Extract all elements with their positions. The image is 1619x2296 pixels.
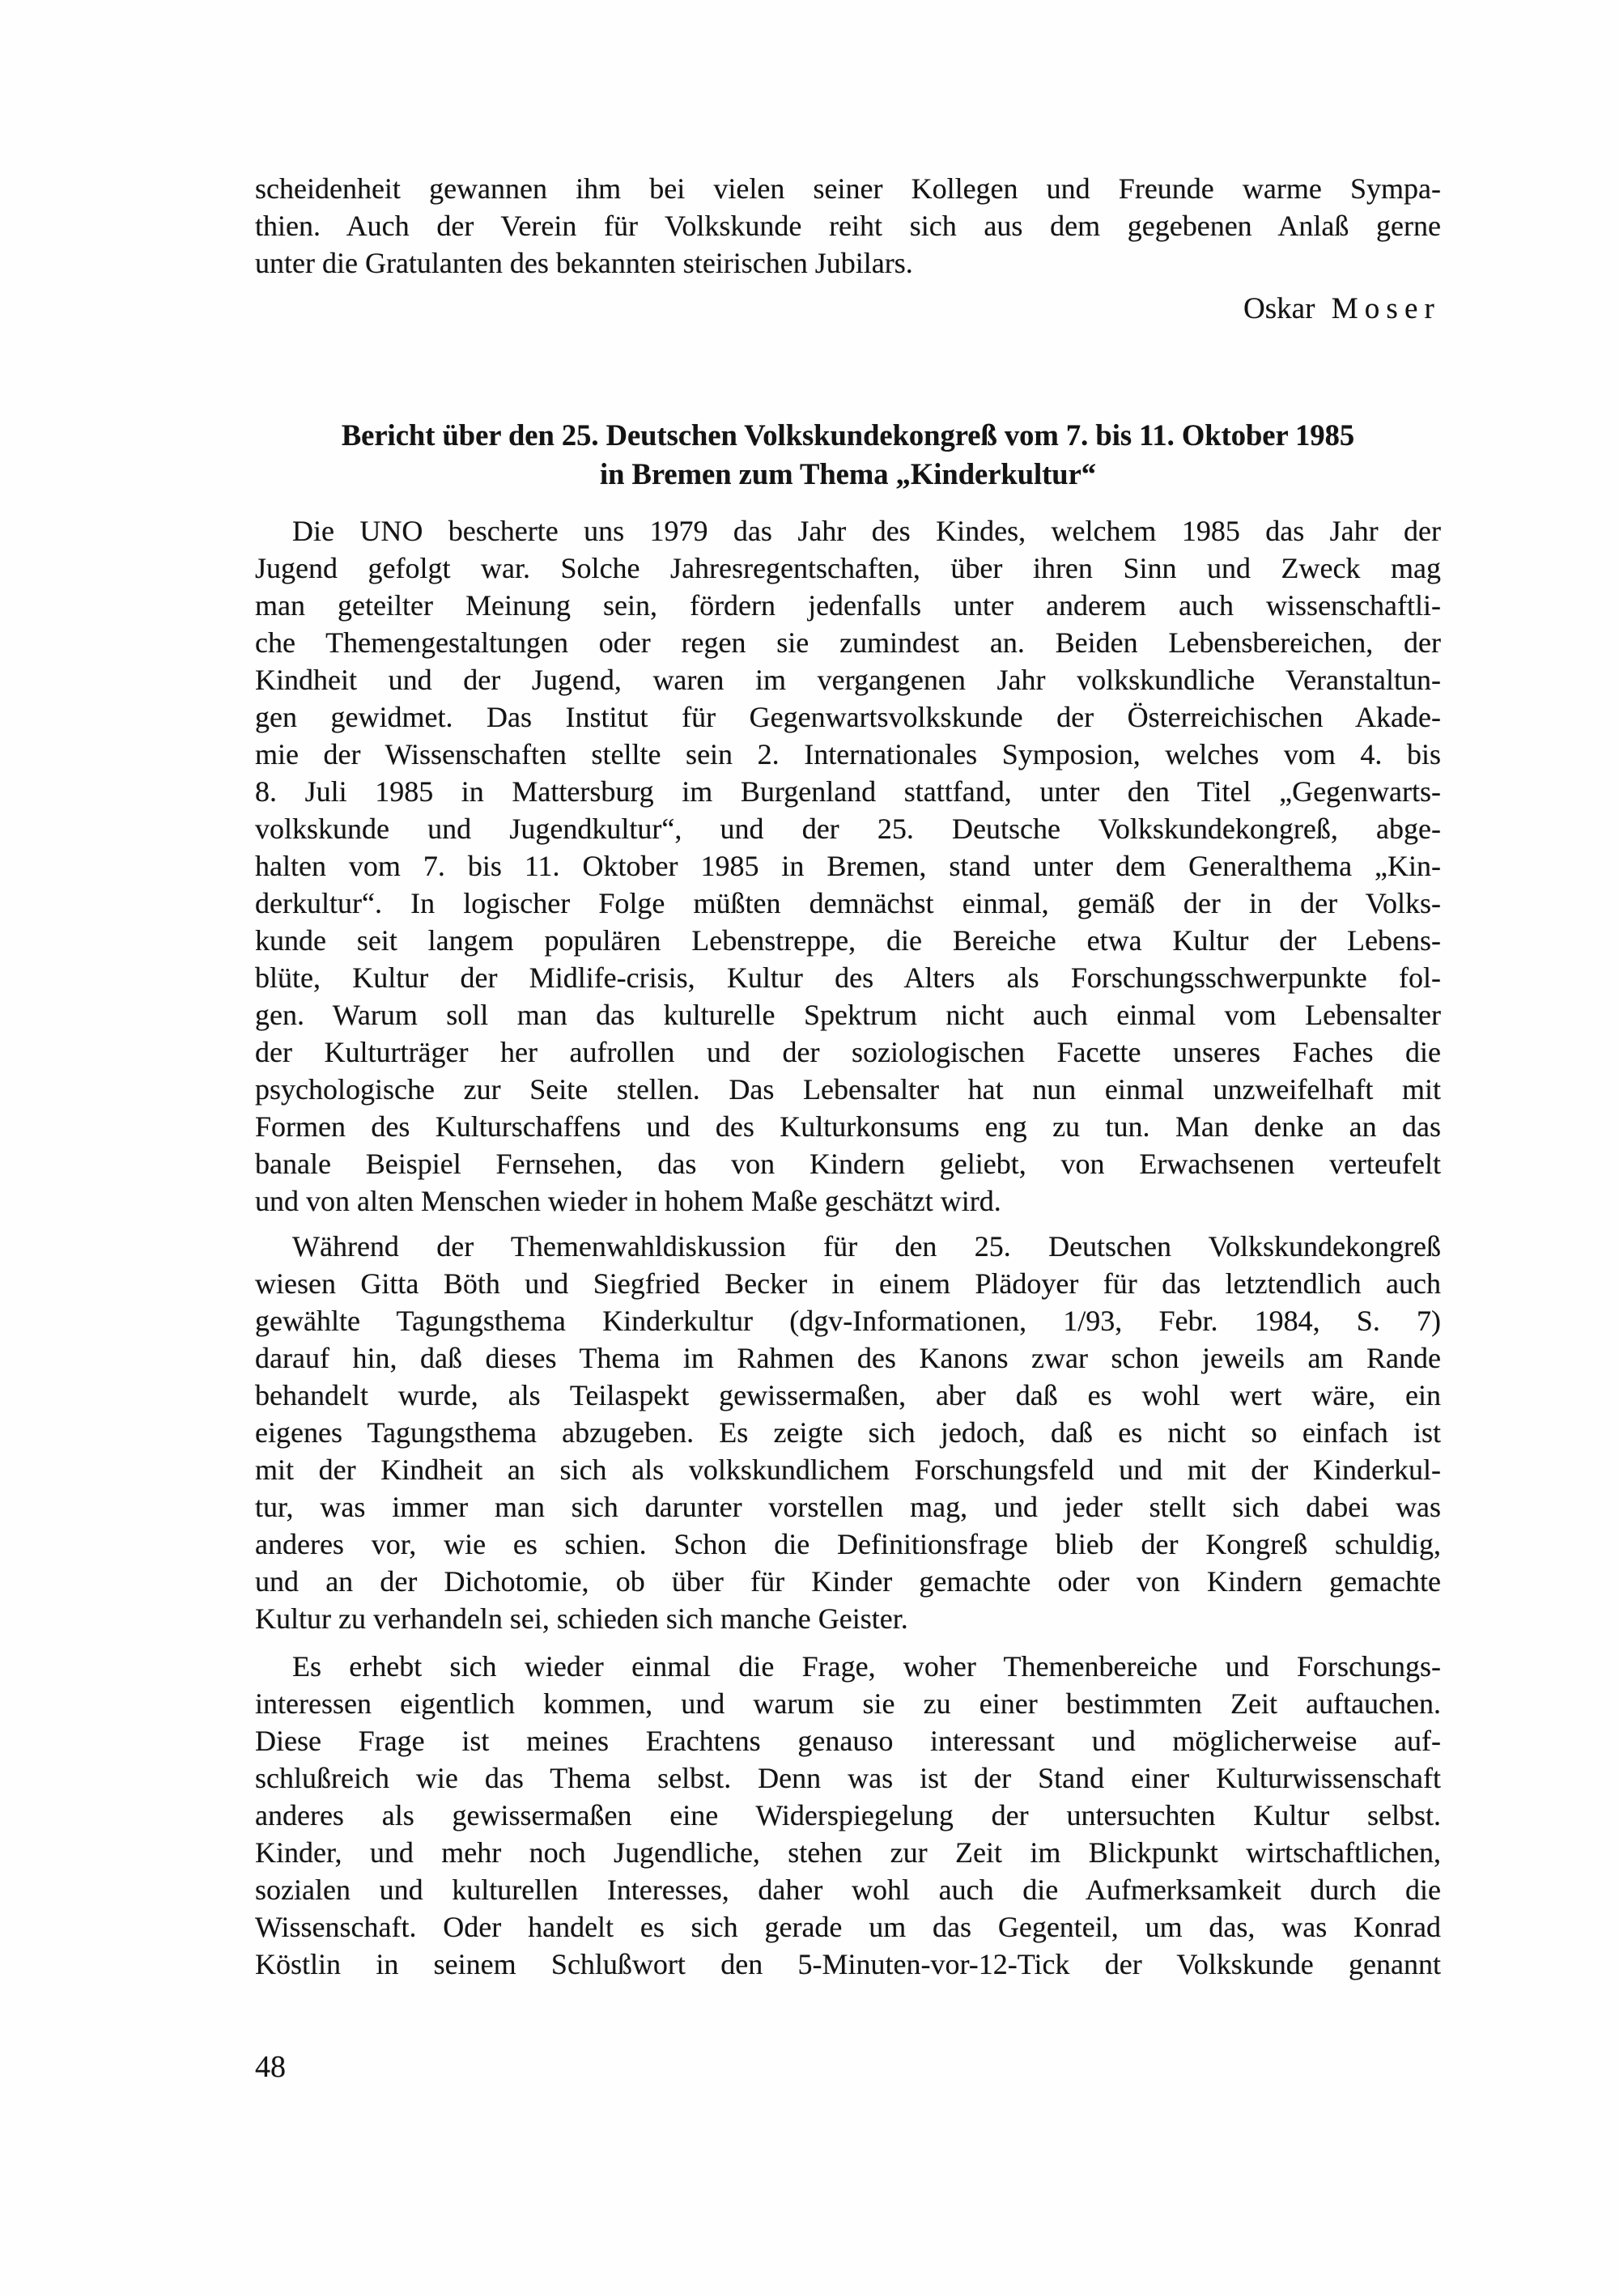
- text-line: behandelt wurde, als Teilaspekt gewissermaßen, aber daß es wohl wert wäre, ein: [255, 1379, 1441, 1411]
- section-heading: [255, 416, 1441, 494]
- text-line: che Themengestaltungen oder regen sie zumindest an. Beiden Lebensbereichen, der: [255, 626, 1441, 659]
- text-line: gen gewidmet. Das Institut für Gegenwartsvolkskunde der Österreichischen Akade-: [255, 701, 1441, 733]
- text-line: unter die Gratulanten des bekannten steirischen Jubilars.: [255, 247, 913, 279]
- text-line: Kinder, und mehr noch Jugendliche, stehen zur Zeit im Blickpunkt wirtschaftlichen,: [255, 1836, 1441, 1869]
- text-line: gen. Warum soll man das kulturelle Spektrum nicht auch einmal vom Lebensalter: [255, 999, 1441, 1031]
- text-line: volkskunde und Jugendkultur“, und der 25. Deutsche Volkskundekongreß, abge-: [255, 813, 1441, 845]
- text-line: darauf hin, daß dieses Thema im Rahmen des Kanons zwar schon jeweils am Rande: [255, 1342, 1441, 1374]
- text-line: der Kulturträger her aufrollen und der soziologischen Facette unseres Faches die: [255, 1036, 1441, 1068]
- section-heading-line-1: Bericht über den 25. Deutschen Volkskundekongreß vom 7. bis 11. Oktober 1985: [341, 418, 1355, 452]
- text-line: gewählte Tagungsthema Kinderkultur (dgv-Informationen, 1/93, Febr. 1984, S. 7): [255, 1305, 1441, 1337]
- text-line: Es erhebt sich wieder einmal die Frage, woher Themenbereiche und Forschungs-: [292, 1650, 1441, 1683]
- text-line: mit der Kindheit an sich als volkskundlichem Forschungsfeld und mit der Kinderkul-: [255, 1454, 1441, 1486]
- text-line: man geteilter Meinung sein, fördern jedenfalls unter anderem auch wissenschaftli-: [255, 589, 1441, 622]
- text-line: Während der Themenwahldiskussion für den 25. Deutschen Volkskundekongreß: [292, 1230, 1441, 1263]
- text-line: Wissenschaft. Oder handelt es sich gerade um das Gegenteil, um das, was Konrad: [255, 1911, 1441, 1943]
- text-line: thien. Auch der Verein für Volkskunde reiht sich aus dem gegebenen Anlaß gerne: [255, 210, 1441, 242]
- text-line: blüte, Kultur der Midlife-crisis, Kultur des Alters als Forschungsschwerpunkte fol-: [255, 961, 1441, 994]
- text-line: sozialen und kulturellen Interesses, daher wohl auch die Aufmerksamkeit durch die: [255, 1874, 1441, 1906]
- section-heading-line-2: in Bremen zum Thema „Kinderkultur“: [599, 457, 1097, 490]
- text-line: Köstlin in seinem Schlußwort den 5-Minuten-vor-12-Tick der Volkskunde genannt: [255, 1948, 1441, 1980]
- page-number: 48: [255, 2050, 286, 2084]
- text-line: kunde seit langem populären Lebenstreppe, die Bereiche etwa Kultur der Lebens-: [255, 924, 1441, 957]
- text-line: psychologische zur Seite stellen. Das Lebensalter hat nun einmal unzweifelhaft mit: [255, 1073, 1441, 1106]
- text-line: Diese Frage ist meines Erachtens genauso interessant und möglicherweise auf-: [255, 1725, 1441, 1757]
- text-line: banale Beispiel Fernsehen, das von Kindern geliebt, von Erwachsenen verteufelt: [255, 1148, 1441, 1180]
- text-line: derkultur“. In logischer Folge müßten demnächst einmal, gemäß der in der Volks-: [255, 887, 1441, 919]
- text-line: wiesen Gitta Böth und Siegfried Becker in einem Plädoyer für das letztendlich auch: [255, 1267, 1441, 1300]
- text-line: Kindheit und der Jugend, waren im vergangenen Jahr volkskundliche Veranstaltun-: [255, 664, 1441, 696]
- author-signature: [255, 291, 1441, 326]
- text-line: eigenes Tagungsthema abzugeben. Es zeigte sich jedoch, daß es nicht so einfach ist: [255, 1416, 1441, 1449]
- text-line: Formen des Kulturschaffens und des Kulturkonsums eng zu tun. Man denke an das: [255, 1110, 1441, 1143]
- text-line: anderes als gewissermaßen eine Widerspiegelung der untersuchten Kultur selbst.: [255, 1799, 1441, 1831]
- body-paragraph-2: [255, 1228, 1441, 1637]
- paragraph-continuation: [255, 170, 1441, 282]
- text-line: 8. Juli 1985 in Mattersburg im Burgenland stattfand, unter den Titel „Gegenwarts-: [255, 775, 1441, 808]
- text-line: und an der Dichotomie, ob über für Kinder gemachte oder von Kindern gemachte: [255, 1565, 1441, 1598]
- text-line: und von alten Menschen wieder in hohem Maße geschätzt wird.: [255, 1185, 1001, 1217]
- text-line: Kultur zu verhandeln sei, schieden sich manche Geister.: [255, 1602, 908, 1635]
- text-line: mie der Wissenschaften stellte sein 2. Internationales Symposion, welches vom 4. bis: [255, 738, 1441, 770]
- author-surname: Moser: [1331, 292, 1441, 325]
- text-line: tur, was immer man sich darunter vorstellen mag, und jeder stellt sich dabei was: [255, 1491, 1441, 1523]
- text-line: interessen eigentlich kommen, und warum sie zu einer bestimmten Zeit auftauchen.: [255, 1687, 1441, 1720]
- text-line: anderes vor, wie es schien. Schon die Definitionsfrage blieb der Kongreß schuldig,: [255, 1528, 1441, 1560]
- author-given-name: Oskar: [1243, 292, 1315, 325]
- body-paragraph-1: [255, 512, 1441, 1220]
- body-paragraph-3: [255, 1648, 1441, 1983]
- text-line: scheidenheit gewannen ihm bei vielen seiner Kollegen und Freunde warme Sympa-: [255, 172, 1441, 205]
- text-line: Die UNO bescherte uns 1979 das Jahr des Kindes, welchem 1985 das Jahr der: [292, 515, 1441, 547]
- text-line: schlußreich wie das Thema selbst. Denn was ist der Stand einer Kulturwissenschaft: [255, 1762, 1441, 1794]
- text-line: halten vom 7. bis 11. Oktober 1985 in Bremen, stand unter dem Generalthema „Kin-: [255, 850, 1441, 882]
- text-line: Jugend gefolgt war. Solche Jahresregentschaften, über ihren Sinn und Zweck mag: [255, 552, 1441, 584]
